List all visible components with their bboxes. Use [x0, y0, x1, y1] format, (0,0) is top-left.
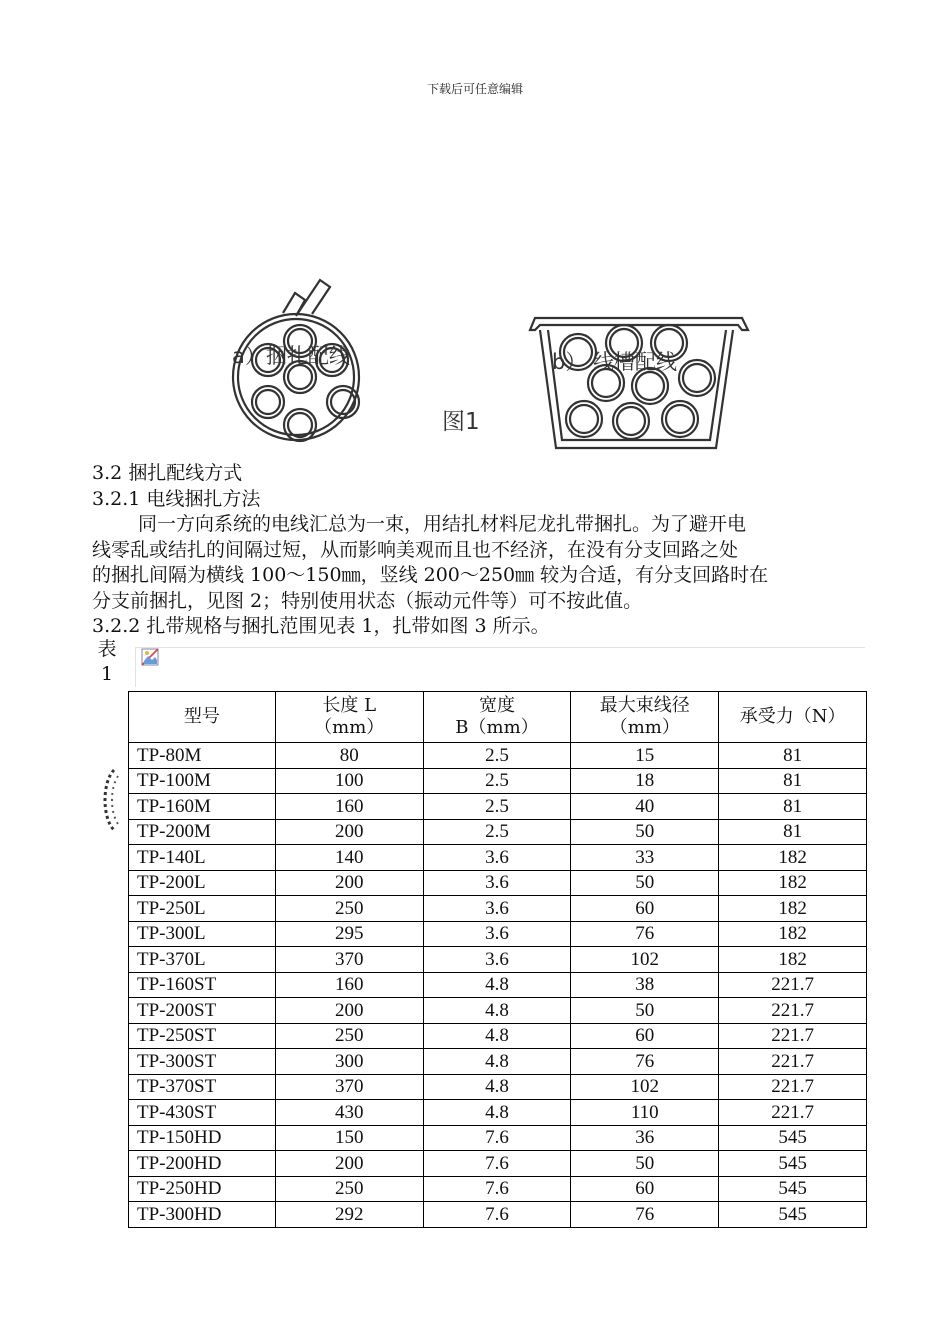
cell-model: TP-200M: [129, 819, 276, 845]
cell-strength: 221.7: [719, 1100, 867, 1126]
subsection-heading: 3.2.1 电线捆扎方法: [92, 487, 261, 510]
cell-max-diameter: 76: [571, 921, 719, 947]
cell-strength: 221.7: [719, 1074, 867, 1100]
cell-length: 200: [275, 819, 423, 845]
cell-width: 3.6: [423, 921, 571, 947]
cell-strength: 182: [719, 870, 867, 896]
paragraph-line: 分支前捆扎，见图 2；特别使用状态（振动元件等）可不按此值。: [92, 589, 643, 612]
cell-strength: 81: [719, 768, 867, 794]
cell-strength: 545: [719, 1125, 867, 1151]
caption-frame-line: [135, 647, 136, 687]
cell-width: 2.5: [423, 768, 571, 794]
figure-label: 图1: [442, 409, 480, 435]
table-row: [129, 819, 867, 845]
cell-width: 7.6: [423, 1125, 571, 1151]
cell-max-diameter: 33: [571, 845, 719, 871]
cell-width: 4.8: [423, 1049, 571, 1075]
cell-max-diameter: 40: [571, 794, 719, 820]
cell-length: 430: [275, 1100, 423, 1126]
cell-max-diameter: 102: [571, 947, 719, 973]
cell-model: TP-160ST: [129, 972, 276, 998]
subsection-heading: 3.2.2 扎带规格与捆扎范围见表 1，扎带如图 3 所示。: [92, 615, 550, 637]
cell-model: TP-370ST: [129, 1074, 276, 1100]
cell-width: 4.8: [423, 1074, 571, 1100]
cell-length: 200: [275, 1151, 423, 1177]
cell-max-diameter: 76: [571, 1049, 719, 1075]
cell-model: TP-430ST: [129, 1100, 276, 1126]
cell-strength: 81: [719, 819, 867, 845]
cell-width: 7.6: [423, 1176, 571, 1202]
table-row: [129, 1176, 867, 1202]
body-text: [92, 461, 862, 640]
cell-width: 4.8: [423, 998, 571, 1024]
cell-length: 100: [275, 768, 423, 794]
cell-model: TP-200ST: [129, 998, 276, 1024]
caption-frame-line: [135, 647, 865, 648]
cell-max-diameter: 38: [571, 972, 719, 998]
cell-length: 250: [275, 1023, 423, 1049]
cell-length: 370: [275, 947, 423, 973]
bundle-wiring-diagram: [0, 130, 950, 450]
cell-length: 150: [275, 1125, 423, 1151]
cell-width: 7.6: [423, 1202, 571, 1228]
cell-max-diameter: 60: [571, 896, 719, 922]
cell-strength: 182: [719, 947, 867, 973]
cell-length: 370: [275, 1074, 423, 1100]
header-unit: （mm）: [314, 717, 385, 738]
cell-length: 295: [275, 921, 423, 947]
table-row: [129, 1023, 867, 1049]
cell-strength: 221.7: [719, 1049, 867, 1075]
cell-strength: 182: [719, 896, 867, 922]
cell-width: 2.5: [423, 794, 571, 820]
broken-image-icon: [141, 648, 159, 666]
header-max-bundle-diameter: [571, 692, 719, 743]
cell-width: 2.5: [423, 743, 571, 769]
table-row: [129, 1049, 867, 1075]
table-row: [129, 1202, 867, 1228]
table-body: [129, 743, 867, 1228]
table-row: [129, 768, 867, 794]
wiring-figure: [0, 130, 950, 450]
table-label-line: 表: [97, 638, 117, 660]
table-row: [129, 972, 867, 998]
cell-max-diameter: 110: [571, 1100, 719, 1126]
cell-max-diameter: 76: [571, 1202, 719, 1228]
cell-length: 250: [275, 896, 423, 922]
cell-length: 300: [275, 1049, 423, 1075]
cell-max-diameter: 15: [571, 743, 719, 769]
cell-model: TP-300L: [129, 921, 276, 947]
cell-strength: 182: [719, 845, 867, 871]
table-row: [129, 794, 867, 820]
table-row: [129, 896, 867, 922]
cell-length: 80: [275, 743, 423, 769]
cell-strength: 182: [719, 921, 867, 947]
header-text: 最大束线径: [599, 695, 690, 716]
cell-strength: 545: [719, 1202, 867, 1228]
cell-model: TP-200HD: [129, 1151, 276, 1177]
cell-length: 140: [275, 845, 423, 871]
paragraph-line: 同一方向系统的电线汇总为一束，用结扎材料尼龙扎带捆扎。为了避开电: [138, 513, 747, 535]
cell-width: 4.8: [423, 1023, 571, 1049]
cell-model: TP-100M: [129, 768, 276, 794]
cell-width: 7.6: [423, 1151, 571, 1177]
cell-width: 3.6: [423, 947, 571, 973]
paragraph-line: 线零乱或结扎的间隔过短，从而影响美观而且也不经济，在没有分支回路之处: [92, 538, 739, 561]
cell-model: TP-250HD: [129, 1176, 276, 1202]
cell-strength: 81: [719, 794, 867, 820]
cell-width: 3.6: [423, 845, 571, 871]
cell-length: 292: [275, 1202, 423, 1228]
cell-model: TP-250L: [129, 896, 276, 922]
cell-width: 3.6: [423, 870, 571, 896]
table-row: [129, 1125, 867, 1151]
table-row: [129, 1074, 867, 1100]
cell-length: 160: [275, 972, 423, 998]
cell-length: 200: [275, 870, 423, 896]
cell-length: 250: [275, 1176, 423, 1202]
cell-width: 2.5: [423, 819, 571, 845]
cell-strength: 545: [719, 1176, 867, 1202]
table-label: [92, 637, 122, 687]
header-text: 承受力（N）: [739, 706, 846, 727]
table-label-line: 1: [100, 663, 114, 685]
cell-length: 160: [275, 794, 423, 820]
header-unit: B（mm）: [455, 717, 539, 738]
cell-strength: 221.7: [719, 1023, 867, 1049]
cell-width: 4.8: [423, 972, 571, 998]
cell-strength: 221.7: [719, 972, 867, 998]
caption-a: a）捆扎配线: [232, 344, 350, 368]
cell-model: TP-300ST: [129, 1049, 276, 1075]
cell-max-diameter: 50: [571, 1151, 719, 1177]
cell-model: TP-80M: [129, 743, 276, 769]
header-unit: （mm）: [609, 717, 680, 738]
paragraph-line: 的捆扎间隔为横线 100～150㎜，竖线 200～250㎜ 较为合适，有分支回路时在: [92, 564, 769, 586]
cell-model: TP-160M: [129, 794, 276, 820]
cell-strength: 81: [719, 743, 867, 769]
header-text: 宽度: [478, 695, 515, 716]
cell-max-diameter: 50: [571, 998, 719, 1024]
cell-max-diameter: 60: [571, 1176, 719, 1202]
table-row: [129, 1151, 867, 1177]
cell-length: 200: [275, 998, 423, 1024]
cell-model: TP-300HD: [129, 1202, 276, 1228]
cell-width: 4.8: [423, 1100, 571, 1126]
table-row: [129, 947, 867, 973]
cell-max-diameter: 18: [571, 768, 719, 794]
table-row: [129, 743, 867, 769]
table-header-row: [129, 692, 867, 743]
table-row: [129, 998, 867, 1024]
table-row: [129, 845, 867, 871]
page-header: 下载后可任意编辑: [426, 82, 523, 96]
caption-b: b） 线槽配线: [552, 350, 678, 374]
cell-max-diameter: 50: [571, 819, 719, 845]
header-text: 型号: [183, 706, 220, 727]
header-width: [423, 692, 571, 743]
section-heading: 3.2 捆扎配线方式: [92, 462, 243, 484]
cell-model: TP-250ST: [129, 1023, 276, 1049]
cell-model: TP-140L: [129, 845, 276, 871]
cell-strength: 545: [719, 1151, 867, 1177]
cell-max-diameter: 50: [571, 870, 719, 896]
binding-mark-icon: [96, 768, 120, 832]
table-row: [129, 921, 867, 947]
header-length: [275, 692, 423, 743]
cell-max-diameter: 60: [571, 1023, 719, 1049]
header-text: 长度 L: [322, 695, 377, 716]
table-row: [129, 1100, 867, 1126]
header-model: [129, 692, 276, 743]
cell-max-diameter: 36: [571, 1125, 719, 1151]
cell-width: 3.6: [423, 896, 571, 922]
cell-model: TP-370L: [129, 947, 276, 973]
cell-model: TP-150HD: [129, 1125, 276, 1151]
table-row: [129, 870, 867, 896]
cell-model: TP-200L: [129, 870, 276, 896]
cell-max-diameter: 102: [571, 1074, 719, 1100]
cable-tie-spec-table: [128, 691, 867, 1228]
header-tensile-strength: [719, 692, 867, 743]
cell-strength: 221.7: [719, 998, 867, 1024]
